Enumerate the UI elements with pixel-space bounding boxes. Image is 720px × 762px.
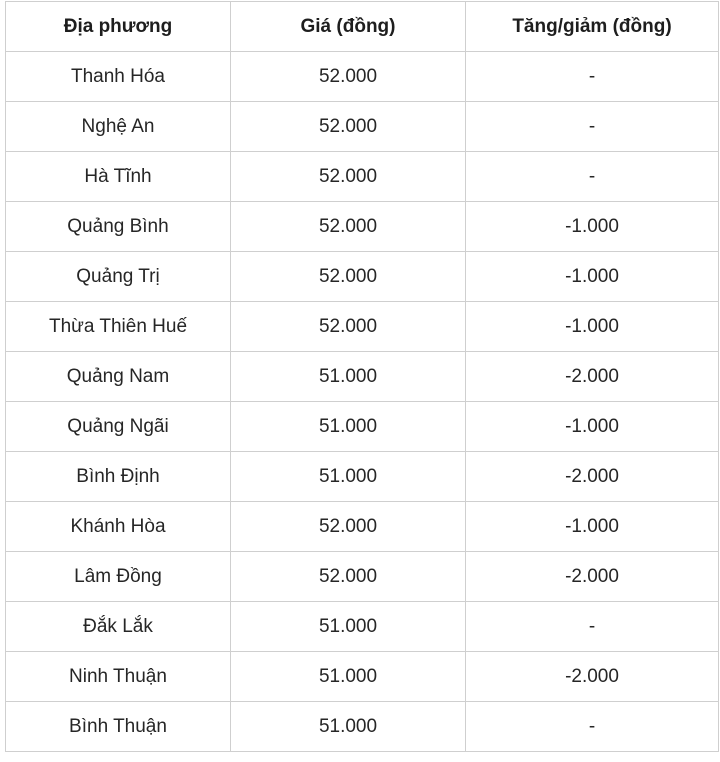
table-row [6, 352, 719, 402]
header-location: Địa phương [6, 2, 231, 52]
price-cell: 52.000 [231, 302, 466, 352]
location-cell: Hà Tĩnh [6, 152, 231, 202]
price-cell: 51.000 [231, 352, 466, 402]
change-cell: -2.000 [466, 652, 719, 702]
price-cell: 51.000 [231, 452, 466, 502]
change-cell: -1.000 [466, 402, 719, 452]
change-cell: -1.000 [466, 502, 719, 552]
price-table [5, 1, 719, 752]
location-cell: Quảng Trị [6, 252, 231, 302]
change-cell: - [466, 152, 719, 202]
table-row [6, 502, 719, 552]
table-row [6, 452, 719, 502]
header-price: Giá (đồng) [231, 2, 466, 52]
change-cell: -2.000 [466, 552, 719, 602]
price-cell: 51.000 [231, 652, 466, 702]
table-row [6, 202, 719, 252]
location-cell: Lâm Đồng [6, 552, 231, 602]
location-cell: Quảng Bình [6, 202, 231, 252]
location-cell: Khánh Hòa [6, 502, 231, 552]
change-cell: -1.000 [466, 202, 719, 252]
price-cell: 52.000 [231, 152, 466, 202]
location-cell: Quảng Nam [6, 352, 231, 402]
change-cell: -2.000 [466, 452, 719, 502]
table-row [6, 152, 719, 202]
location-cell: Bình Định [6, 452, 231, 502]
location-cell: Thanh Hóa [6, 52, 231, 102]
change-cell: -1.000 [466, 302, 719, 352]
price-cell: 52.000 [231, 552, 466, 602]
change-cell: - [466, 602, 719, 652]
table-row [6, 302, 719, 352]
location-cell: Thừa Thiên Huế [6, 302, 231, 352]
table-row [6, 52, 719, 102]
table-row [6, 702, 719, 752]
change-cell: -2.000 [466, 352, 719, 402]
table-row [6, 552, 719, 602]
price-cell: 52.000 [231, 102, 466, 152]
price-cell: 51.000 [231, 402, 466, 452]
price-cell: 52.000 [231, 252, 466, 302]
change-cell: - [466, 52, 719, 102]
header-change: Tăng/giảm (đồng) [466, 2, 719, 52]
table-row [6, 652, 719, 702]
price-cell: 51.000 [231, 602, 466, 652]
location-cell: Đắk Lắk [6, 602, 231, 652]
price-cell: 52.000 [231, 202, 466, 252]
price-cell: 51.000 [231, 702, 466, 752]
change-cell: - [466, 102, 719, 152]
price-cell: 52.000 [231, 502, 466, 552]
table-row [6, 402, 719, 452]
table-row [6, 602, 719, 652]
table-row [6, 252, 719, 302]
change-cell: -1.000 [466, 252, 719, 302]
table-row [6, 102, 719, 152]
location-cell: Nghệ An [6, 102, 231, 152]
table-body [6, 52, 719, 752]
location-cell: Ninh Thuận [6, 652, 231, 702]
price-cell: 52.000 [231, 52, 466, 102]
change-cell: - [466, 702, 719, 752]
table-header-row [6, 2, 719, 52]
location-cell: Bình Thuận [6, 702, 231, 752]
location-cell: Quảng Ngãi [6, 402, 231, 452]
